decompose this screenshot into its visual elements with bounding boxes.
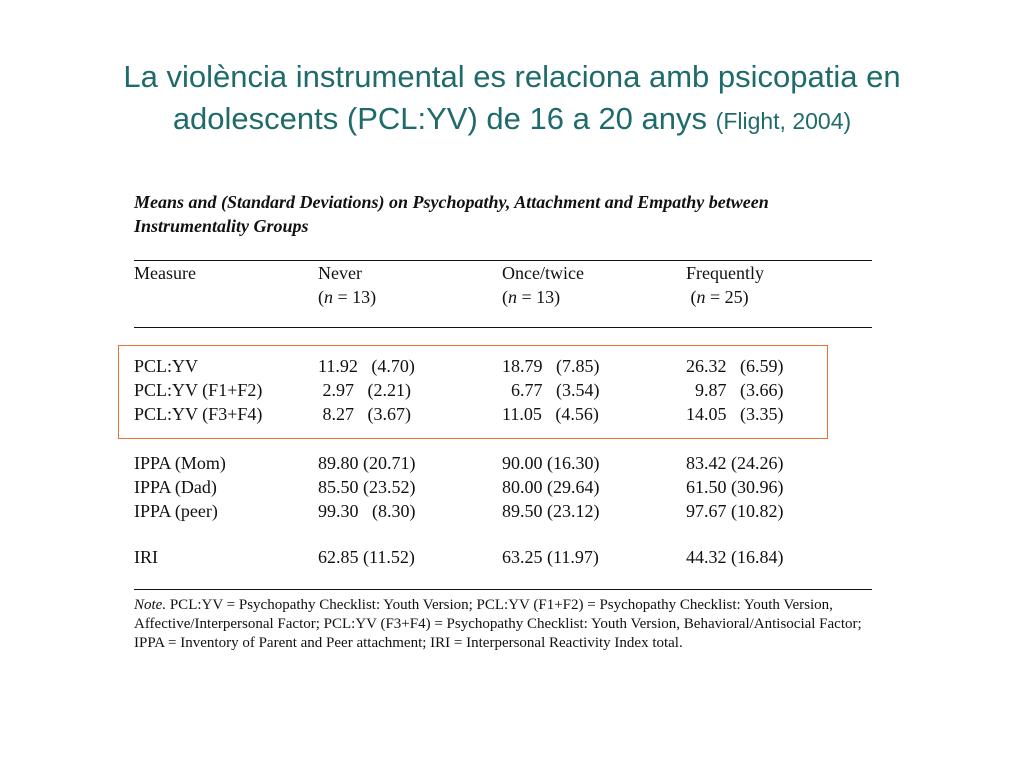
table-row-once: 6.77 (3.54) bbox=[502, 380, 600, 400]
note-label: Note. bbox=[134, 597, 167, 613]
table-top-rule bbox=[134, 260, 872, 261]
table-row-measure: PCL:YV bbox=[134, 356, 199, 376]
header-once: Once/twice bbox=[502, 263, 584, 283]
table-row-measure: PCL:YV (F1+F2) bbox=[134, 380, 263, 400]
table-row-frequently: 83.42 (24.26) bbox=[686, 453, 784, 473]
table-row-measure: PCL:YV (F3+F4) bbox=[134, 404, 263, 424]
header-frequently: Frequently bbox=[686, 263, 764, 283]
table-row-once: 90.00 (16.30) bbox=[502, 453, 600, 473]
table-row-frequently: 97.67 (10.82) bbox=[686, 501, 784, 521]
table-note bbox=[134, 596, 874, 653]
table-row-never: 8.27 (3.67) bbox=[318, 404, 411, 424]
header-never-n: (n = 13) bbox=[318, 287, 377, 307]
header-once-n: (n = 13) bbox=[502, 287, 561, 307]
table-row-never: 2.97 (2.21) bbox=[318, 380, 411, 400]
table-row-once: 80.00 (29.64) bbox=[502, 477, 600, 497]
slide-title-citation: (Flight, 2004) bbox=[715, 108, 852, 134]
slide-title bbox=[0, 56, 1024, 142]
table-row-frequently: 61.50 (30.96) bbox=[686, 477, 784, 497]
table-row-once: 89.50 (23.12) bbox=[502, 501, 600, 521]
table-bottom-rule bbox=[134, 589, 872, 590]
header-never: Never bbox=[318, 263, 362, 283]
table-row-frequently: 26.32 (6.59) bbox=[686, 356, 784, 376]
table-row-frequently: 9.87 (3.66) bbox=[686, 380, 784, 400]
header-measure: Measure bbox=[134, 263, 196, 283]
table-row-never: 62.85 (11.52) bbox=[318, 547, 415, 567]
table-row-once: 18.79 (7.85) bbox=[502, 356, 600, 376]
table-caption-line2: Instrumentality Groups bbox=[134, 216, 309, 236]
header-frequently-n: (n = 25) bbox=[686, 287, 749, 307]
table-row-measure: IPPA (peer) bbox=[134, 501, 218, 521]
table-caption bbox=[134, 190, 874, 238]
table-row-frequently: 14.05 (3.35) bbox=[686, 404, 784, 424]
table-row-frequently: 44.32 (16.84) bbox=[686, 547, 784, 567]
table-row-never: 99.30 (8.30) bbox=[318, 501, 416, 521]
table-caption-line1: Means and (Standard Deviations) on Psychopathy, Attachment and Empathy between bbox=[134, 192, 769, 212]
slide-title-line1: La violència instrumental es relaciona amb psicopatia en bbox=[123, 59, 901, 94]
table-row-never: 11.92 (4.70) bbox=[318, 356, 415, 376]
table-row-once: 11.05 (4.56) bbox=[502, 404, 599, 424]
table-row-measure: IRI bbox=[134, 547, 158, 567]
table-row-never: 89.80 (20.71) bbox=[318, 453, 416, 473]
slide-title-line2: adolescents (PCL:YV) de 16 a 20 anys bbox=[172, 101, 708, 136]
table-row-measure: IPPA (Dad) bbox=[134, 477, 217, 497]
table-row-once: 63.25 (11.97) bbox=[502, 547, 599, 567]
table-row-never: 85.50 (23.52) bbox=[318, 477, 416, 497]
note-text: PCL:YV = Psychopathy Checklist: Youth Version; PCL:YV (F1+F2) = Psychopathy Checklist: Youth Version, Affective/Interpersonal Factor; PCL:YV (F3+F4) = Psychopathy Checklist: Youth Version, Behavioral/Antisocial Factor; IPPA = Inventory of Parent and Peer attachment; IRI = Interpersonal Reactivity Index total. bbox=[134, 597, 862, 651]
table-row-measure: IPPA (Mom) bbox=[134, 453, 226, 473]
table-header-rule bbox=[134, 327, 872, 328]
